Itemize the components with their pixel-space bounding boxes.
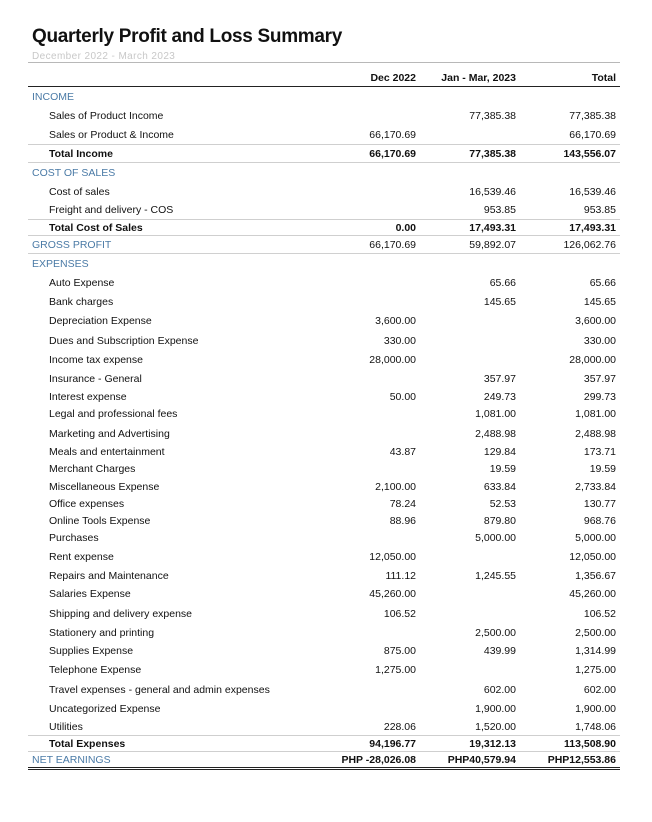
value-total: 1,314.99 (575, 645, 616, 657)
value-jan-mar-2023: 602.00 (483, 683, 516, 696)
row-label: Marketing and Advertising (49, 427, 170, 440)
net-earnings-row (28, 752, 620, 769)
row-label: Freight and delivery - COS (49, 204, 174, 217)
row-label: COST OF SALES (32, 166, 116, 179)
total-row (28, 736, 620, 752)
value-dec-2022 (328, 680, 420, 700)
line-item-row (28, 719, 620, 736)
value-dec-2022: 0.00 (328, 220, 420, 236)
value-total: 113,508.90 (520, 736, 620, 752)
value-total: 5,000.00 (575, 532, 616, 544)
row-label: Auto Expense (49, 277, 115, 289)
value-dec-2022: 330.00 (383, 334, 416, 347)
section-header-row (28, 87, 620, 107)
line-item-row (28, 107, 620, 126)
value-dec-2022: 66,170.69 (328, 145, 420, 163)
line-item-row (28, 585, 620, 604)
row-label: Supplies Expense (49, 645, 134, 657)
line-item-row (28, 604, 620, 624)
value-jan-mar-2023: 77,385.38 (420, 145, 520, 163)
summary-row (28, 236, 620, 254)
value-dec-2022 (328, 405, 420, 424)
row-label: Total Expenses (28, 736, 328, 752)
value-dec-2022: 111.12 (385, 569, 416, 582)
value-total: 1,900.00 (575, 703, 616, 715)
value-jan-mar-2023: 59,892.07 (420, 236, 520, 254)
value-total: 330.00 (583, 334, 616, 347)
value-total: 602.00 (583, 683, 616, 696)
value-total: 106.52 (583, 607, 616, 620)
value-total: 173.71 (583, 445, 616, 458)
row-label: NET EARNINGS (28, 752, 328, 769)
value-dec-2022: 875.00 (383, 645, 416, 657)
value-total (520, 254, 620, 274)
value-jan-mar-2023 (420, 660, 520, 680)
row-label: INCOME (32, 90, 74, 103)
row-label: Office expenses (49, 497, 125, 510)
col-header-total: Total (520, 66, 620, 87)
value-jan-mar-2023: 16,539.46 (469, 186, 516, 198)
value-total: 17,493.31 (520, 220, 620, 236)
row-label: Legal and professional fees (49, 408, 178, 420)
row-label: EXPENSES (32, 257, 89, 270)
line-item-row (28, 479, 620, 495)
value-dec-2022: 50.00 (389, 390, 416, 403)
value-total (520, 163, 620, 183)
value-dec-2022 (328, 183, 420, 202)
row-label: Dues and Subscription Expense (49, 334, 199, 347)
value-jan-mar-2023: 2,488.98 (475, 427, 516, 440)
value-total: 968.76 (583, 514, 616, 527)
value-total: 19.59 (589, 463, 616, 475)
row-label: Repairs and Maintenance (49, 569, 169, 582)
value-total: 2,500.00 (575, 627, 616, 639)
value-dec-2022: 88.96 (389, 514, 416, 527)
value-jan-mar-2023 (420, 254, 520, 274)
value-dec-2022: 2,100.00 (375, 480, 416, 493)
value-jan-mar-2023 (420, 126, 520, 145)
line-item-row (28, 495, 620, 513)
value-dec-2022 (328, 700, 420, 719)
col-header-jan-mar-2023: Jan - Mar, 2023 (420, 66, 520, 87)
column-header-row (28, 66, 620, 87)
line-item-row (28, 660, 620, 680)
line-item-row (28, 513, 620, 529)
value-jan-mar-2023 (420, 163, 520, 183)
value-jan-mar-2023: PHP40,579.94 (420, 752, 520, 769)
value-dec-2022: 78.24 (389, 497, 416, 510)
value-dec-2022 (328, 460, 420, 479)
row-label: Interest expense (49, 390, 127, 403)
value-dec-2022 (328, 624, 420, 643)
row-label: Travel expenses - general and admin expenses (49, 683, 270, 696)
value-jan-mar-2023: 129.84 (483, 445, 516, 458)
section-header-row (28, 254, 620, 274)
value-dec-2022: PHP -28,026.08 (328, 752, 420, 769)
value-dec-2022: 12,050.00 (369, 551, 416, 563)
value-total: PHP12,553.86 (520, 752, 620, 769)
row-label: Merchant Charges (49, 463, 136, 475)
report-title: Quarterly Profit and Loss Summary (32, 26, 343, 47)
line-item-row (28, 643, 620, 660)
value-dec-2022 (328, 370, 420, 389)
value-jan-mar-2023: 145.65 (483, 296, 516, 308)
value-total: 126,062.76 (520, 236, 620, 254)
col-header-account (28, 66, 328, 87)
line-item-row (28, 680, 620, 700)
value-total (520, 87, 620, 107)
value-dec-2022 (328, 254, 420, 274)
row-label: Cost of sales (49, 186, 110, 198)
line-item-row (28, 700, 620, 719)
value-total: 357.97 (583, 373, 616, 385)
row-label: GROSS PROFIT (28, 236, 328, 254)
value-dec-2022: 106.52 (383, 607, 416, 620)
value-dec-2022: 66,170.69 (328, 236, 420, 254)
value-jan-mar-2023 (420, 312, 520, 331)
value-dec-2022 (328, 274, 420, 293)
line-item-row (28, 460, 620, 479)
value-dec-2022 (328, 107, 420, 126)
value-total: 145.65 (583, 296, 616, 308)
row-label: Uncategorized Expense (49, 703, 161, 715)
line-item-row (28, 389, 620, 405)
value-jan-mar-2023: 953.85 (483, 204, 516, 217)
value-jan-mar-2023: 1,520.00 (475, 720, 516, 733)
row-label: Telephone Expense (49, 663, 142, 676)
row-label: Stationery and printing (49, 627, 155, 639)
value-total: 45,260.00 (569, 588, 616, 600)
row-label: Utilities (49, 720, 83, 733)
row-label: Shipping and delivery expense (49, 607, 193, 620)
line-item-row (28, 183, 620, 202)
value-total: 1,748.06 (575, 720, 616, 733)
value-jan-mar-2023: 17,493.31 (420, 220, 520, 236)
line-item-row (28, 293, 620, 312)
row-label: Bank charges (49, 296, 114, 308)
line-item-row (28, 529, 620, 548)
value-jan-mar-2023: 1,081.00 (475, 408, 516, 420)
line-item-row (28, 405, 620, 424)
row-label: Total Cost of Sales (28, 220, 328, 236)
value-jan-mar-2023 (420, 351, 520, 370)
value-jan-mar-2023: 52.53 (489, 497, 516, 510)
value-total: 66,170.69 (569, 128, 616, 141)
value-total: 28,000.00 (569, 354, 616, 366)
value-jan-mar-2023 (420, 585, 520, 604)
total-row (28, 145, 620, 163)
value-jan-mar-2023: 879.80 (483, 514, 516, 527)
row-label: Income tax expense (49, 354, 143, 366)
line-item-row (28, 312, 620, 331)
value-jan-mar-2023: 5,000.00 (475, 532, 516, 544)
row-label: Purchases (49, 532, 99, 544)
value-jan-mar-2023 (420, 604, 520, 624)
value-dec-2022 (328, 529, 420, 548)
value-total: 2,733.84 (575, 480, 616, 493)
line-item-row (28, 567, 620, 585)
line-item-row (28, 548, 620, 567)
value-jan-mar-2023: 1,245.55 (475, 569, 516, 582)
value-total: 1,356.67 (575, 569, 616, 582)
value-jan-mar-2023: 1,900.00 (475, 703, 516, 715)
line-item-row (28, 331, 620, 351)
value-jan-mar-2023: 357.97 (483, 373, 516, 385)
row-label: Sales or Product & Income (49, 128, 174, 141)
value-dec-2022 (328, 424, 420, 444)
row-label: Insurance - General (49, 373, 142, 385)
line-item-row (28, 351, 620, 370)
value-total: 143,556.07 (520, 145, 620, 163)
value-dec-2022: 45,260.00 (369, 588, 416, 600)
value-jan-mar-2023: 633.84 (483, 480, 516, 493)
line-item-row (28, 370, 620, 389)
line-item-row (28, 624, 620, 643)
row-label: Sales of Product Income (49, 110, 164, 122)
header-divider (28, 62, 620, 63)
value-jan-mar-2023: 249.73 (483, 390, 516, 403)
section-header-row (28, 163, 620, 183)
value-total: 953.85 (583, 204, 616, 217)
value-total: 1,275.00 (575, 663, 616, 676)
value-dec-2022: 28,000.00 (369, 354, 416, 366)
value-jan-mar-2023: 2,500.00 (475, 627, 516, 639)
value-total: 299.73 (583, 390, 616, 403)
value-total: 3,600.00 (575, 315, 616, 327)
value-jan-mar-2023 (420, 331, 520, 351)
value-dec-2022 (328, 293, 420, 312)
row-label: Rent expense (49, 551, 114, 563)
value-total: 77,385.38 (569, 110, 616, 122)
value-jan-mar-2023: 439.99 (483, 645, 516, 657)
row-label: Total Income (28, 145, 328, 163)
row-label: Depreciation Expense (49, 315, 152, 327)
line-item-row (28, 424, 620, 444)
line-item-row (28, 444, 620, 460)
value-dec-2022: 43.87 (389, 445, 416, 458)
value-total: 16,539.46 (569, 186, 616, 198)
line-item-row (28, 126, 620, 145)
value-total: 130.77 (583, 497, 616, 510)
report-period: December 2022 - March 2023 (32, 51, 176, 62)
value-dec-2022 (328, 87, 420, 107)
value-dec-2022: 228.06 (383, 720, 416, 733)
value-total: 1,081.00 (575, 408, 616, 420)
row-label: Meals and entertainment (49, 445, 165, 458)
line-item-row (28, 274, 620, 293)
value-dec-2022: 1,275.00 (375, 663, 416, 676)
value-dec-2022 (328, 163, 420, 183)
value-jan-mar-2023 (420, 548, 520, 567)
value-jan-mar-2023: 65.66 (489, 277, 516, 289)
row-label: Salaries Expense (49, 588, 131, 600)
value-dec-2022: 3,600.00 (375, 315, 416, 327)
line-item-row (28, 202, 620, 220)
pl-table (28, 66, 620, 770)
value-jan-mar-2023: 19,312.13 (420, 736, 520, 752)
value-jan-mar-2023: 19.59 (489, 463, 516, 475)
value-dec-2022 (328, 202, 420, 220)
value-total: 65.66 (589, 277, 616, 289)
value-jan-mar-2023: 77,385.38 (469, 110, 516, 122)
total-row (28, 220, 620, 236)
value-jan-mar-2023 (420, 87, 520, 107)
value-total: 2,488.98 (575, 427, 616, 440)
value-dec-2022: 94,196.77 (328, 736, 420, 752)
col-header-dec-2022: Dec 2022 (328, 66, 420, 87)
value-total: 12,050.00 (569, 551, 616, 563)
pl-body (28, 87, 620, 769)
row-label: Miscellaneous Expense (49, 480, 160, 493)
value-dec-2022: 66,170.69 (369, 128, 416, 141)
row-label: Online Tools Expense (49, 514, 151, 527)
